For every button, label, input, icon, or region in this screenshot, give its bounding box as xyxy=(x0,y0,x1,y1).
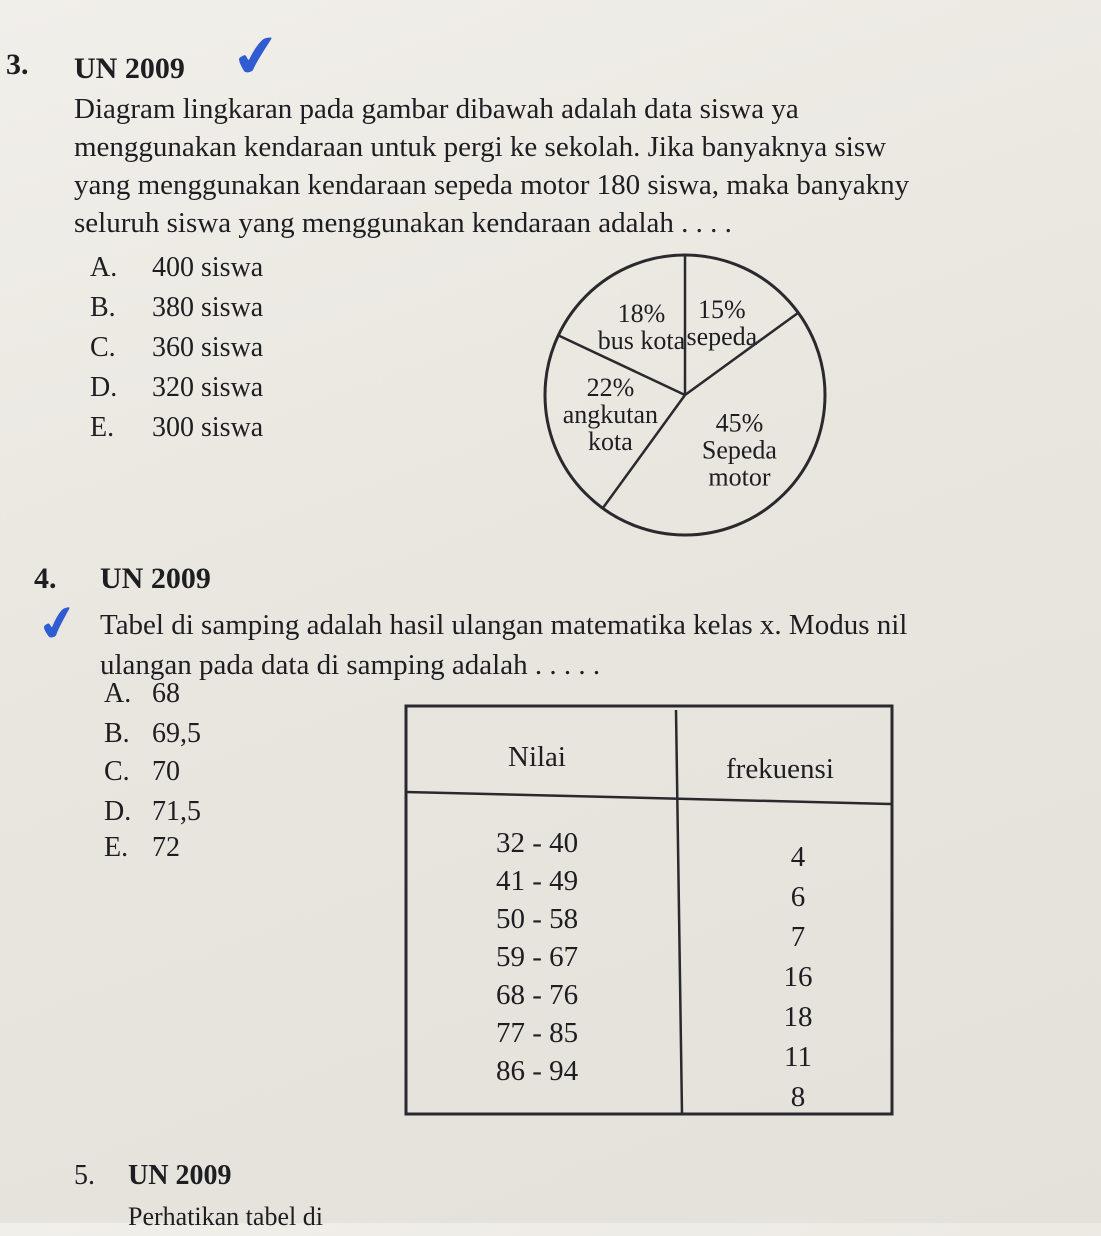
table-header-frekuensi: frekuensi xyxy=(726,753,834,785)
q5-number: 5. xyxy=(74,1160,95,1191)
q4-check-icon: ✔ xyxy=(32,592,84,656)
table-cell-frequency: 16 xyxy=(783,961,813,993)
option-text: 68 xyxy=(152,678,180,709)
option-letter: D. xyxy=(90,372,118,403)
option-text: 360 siswa xyxy=(152,332,264,363)
q3-line-3: yang menggunakan kendaraan sepeda motor 180 siswa, maka banyakny xyxy=(74,169,910,201)
q3-line-4: seluruh siswa yang menggunakan kendaraan adalah . . . . xyxy=(74,207,732,239)
q4-number: 4. xyxy=(34,562,57,595)
table-cell-interval: 50 - 58 xyxy=(496,903,579,935)
table-cell-frequency: 18 xyxy=(783,1001,813,1033)
option-letter: C. xyxy=(90,332,116,363)
q5-partial-line: Perhatikan tabel di xyxy=(128,1202,323,1231)
option-text: 72 xyxy=(152,832,180,863)
q3-check-icon: ✔ xyxy=(227,18,286,94)
pie-slice-percent-label: 18% xyxy=(617,298,666,328)
option-letter: B. xyxy=(90,292,116,323)
table-cell-frequency: 8 xyxy=(790,1081,806,1113)
q3-line-2: menggunakan kendaraan untuk pergi ke sekolah. Jika banyaknya sisw xyxy=(74,131,887,163)
q3-option-e[interactable] xyxy=(90,412,263,444)
option-letter: A. xyxy=(90,252,118,283)
table-cell-frequency: 11 xyxy=(784,1041,812,1073)
q4-source: UN 2009 xyxy=(100,562,211,595)
option-letter: A. xyxy=(104,678,132,709)
option-letter: E. xyxy=(90,412,115,443)
option-letter: E. xyxy=(104,832,129,863)
table-cell-frequency: 6 xyxy=(790,881,806,913)
q3-option-d[interactable] xyxy=(90,372,263,404)
q3-source: UN 2009 xyxy=(74,52,185,85)
option-text: 71,5 xyxy=(152,796,201,827)
pie-slice-percent-label: 22% xyxy=(586,373,635,403)
table-cell-frequency: 7 xyxy=(790,921,806,953)
table-cell-interval: 59 - 67 xyxy=(496,941,579,973)
option-text: 400 siswa xyxy=(152,252,264,283)
q4-option-e[interactable] xyxy=(104,832,180,864)
pie-slice-percent-label: 15% xyxy=(698,295,746,325)
table-header-divider xyxy=(406,792,892,804)
option-letter: D. xyxy=(104,796,132,827)
q3-option-a[interactable] xyxy=(90,252,263,284)
pie-slice-name-label: kota xyxy=(588,427,633,457)
option-text: 380 siswa xyxy=(152,292,264,323)
option-letter: C. xyxy=(104,756,130,787)
q4-option-a[interactable] xyxy=(104,678,180,710)
q3-number: 3. xyxy=(6,48,29,81)
pie-slice-name-label: angkutan xyxy=(562,400,659,430)
table-cell-interval: 68 - 76 xyxy=(496,979,579,1011)
q4-option-b[interactable] xyxy=(104,718,201,750)
q3-option-b[interactable] xyxy=(90,292,263,324)
option-text: 300 siswa xyxy=(152,412,264,443)
table-cell-interval: 41 - 49 xyxy=(496,865,579,897)
table-column-divider xyxy=(676,710,682,1114)
option-text: 70 xyxy=(152,756,180,787)
frequency-table xyxy=(400,700,900,1120)
option-text: 320 siswa xyxy=(152,372,264,403)
table-cell-frequency: 4 xyxy=(790,841,806,873)
q3-line-1: Diagram lingkaran pada gambar dibawah adalah data siswa ya xyxy=(74,93,799,125)
q4-option-d[interactable] xyxy=(104,796,201,828)
pie-slice-name-label: sepeda xyxy=(686,322,758,352)
pie-slice-name-label: motor xyxy=(708,462,771,492)
pie-chart xyxy=(530,240,840,550)
q4-option-c[interactable] xyxy=(104,756,180,788)
pie-slice-name-label: bus kota xyxy=(597,325,686,355)
option-letter: B. xyxy=(104,718,130,749)
q3-option-c[interactable] xyxy=(90,332,263,364)
pie-slice-percent-label: 45% xyxy=(715,408,764,438)
pie-slice-name-label: Sepeda xyxy=(701,435,777,465)
table-cell-interval: 32 - 40 xyxy=(496,827,579,859)
q4-line-2: ulangan pada data di samping adalah . . . . . xyxy=(100,649,601,681)
option-text: 69,5 xyxy=(152,718,201,749)
table-header-nilai: Nilai xyxy=(508,741,566,773)
q4-line-1: Tabel di samping adalah hasil ulangan matematika kelas x. Modus nil xyxy=(100,609,908,641)
table-cell-interval: 86 - 94 xyxy=(496,1055,579,1087)
table-cell-interval: 77 - 85 xyxy=(496,1017,579,1049)
q5-source: UN 2009 xyxy=(128,1160,232,1191)
